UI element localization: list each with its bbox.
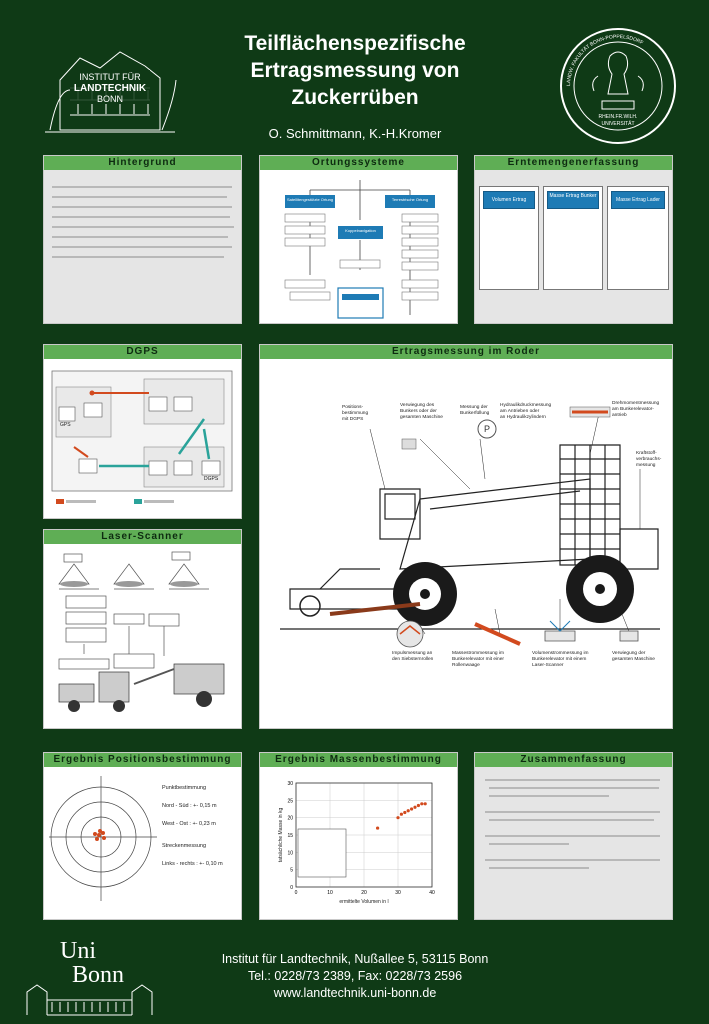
scatter-point xyxy=(400,813,403,816)
svg-text:UNIVERSITÄT: UNIVERSITÄT xyxy=(601,121,635,127)
authors: O. Schmittmann, K.-H.Kromer xyxy=(268,126,442,141)
institute-logo xyxy=(40,40,180,135)
y-axis-label: tatsächliche Masse in kg xyxy=(278,807,284,863)
panel-hintergrund xyxy=(43,155,242,324)
panel-header: Zusammenfassung xyxy=(475,753,672,767)
svg-text:Bonn: Bonn xyxy=(72,962,125,988)
dgps-label: GPS xyxy=(60,422,71,428)
x-tick-label: 20 xyxy=(361,890,367,896)
panel-header: Ortungssysteme xyxy=(260,156,457,170)
erntemenge-column xyxy=(607,186,669,290)
position-text-wo: West - Ost : +- 0,23 m xyxy=(162,821,216,827)
y-tick-label: 30 xyxy=(287,781,293,787)
panel-laser-scanner xyxy=(43,529,242,729)
ortung-box-label: Koppelnavigation xyxy=(345,228,376,233)
y-tick-label: 0 xyxy=(290,885,293,891)
x-tick-label: 10 xyxy=(327,890,333,896)
panel-roder xyxy=(259,344,673,729)
scatter-point xyxy=(403,811,406,814)
label-impuls: Impulsmessung an den Siebsternrollen xyxy=(392,651,434,662)
position-text-lr: Links - rechts : +- 0,10 m xyxy=(162,861,223,867)
position-text-punkt: Punktbestimmung xyxy=(162,785,207,791)
scatter-point xyxy=(410,807,413,810)
y-tick-label: 10 xyxy=(287,850,293,857)
x-axis-label: ermittelte Volumen in l xyxy=(339,899,389,905)
erntemenge-box-label: Masse Ertrag Bunker xyxy=(547,191,599,209)
x-tick-label: 30 xyxy=(395,890,401,896)
scatter-point xyxy=(407,809,410,812)
label-positionsbestimmung: Positions- bestimmung mit DGPS xyxy=(342,405,369,422)
label-bunkerfuellung: Messung der Bunkerfüllung xyxy=(460,405,490,416)
panel-ortungssysteme xyxy=(259,155,458,324)
label-verwiegung-maschine: Verwiegung der gesamten Maschine xyxy=(612,651,655,662)
footer-address: Institut für Landtechnik, Nußallee 5, 53115 Bonn xyxy=(221,952,489,966)
erntemenge-box-label: Volumen Ertrag xyxy=(483,191,535,209)
panel-positionsbestimmung xyxy=(43,752,242,920)
panel-header: Hintergrund xyxy=(44,156,241,170)
svg-text:P: P xyxy=(483,424,491,434)
footer-phone: Tel.: 0228/73 2389, Fax: 0228/73 2596 xyxy=(247,969,463,983)
position-text-ns: Nord - Süd : +- 0,15 m xyxy=(162,803,217,809)
scatter-point xyxy=(376,826,379,829)
svg-text:LANDTECHNIK: LANDTECHNIK xyxy=(73,83,147,94)
panel-header: DGPS xyxy=(44,345,241,359)
label-drehmoment: Drehmomentmessung am Bunkerelevator- antrieb xyxy=(612,401,660,418)
erntemenge-column xyxy=(543,186,603,290)
panel-dgps xyxy=(43,344,242,519)
panel-zusammenfassung xyxy=(474,752,673,920)
y-tick-label: 20 xyxy=(287,815,293,822)
footer-url[interactable]: www.landtechnik.uni-bonn.de xyxy=(273,986,437,1000)
panel-header: Ergebnis Positionsbestimmung xyxy=(44,753,241,767)
y-tick-label: 25 xyxy=(287,798,293,805)
label-massestrom: Massestrommessung im Bunkerelevator mit einer Rollenwaage xyxy=(452,651,504,668)
panel-header: Ergebnis Massenbestimmung xyxy=(260,753,457,767)
svg-text:INSTITUT FÜR: INSTITUT FÜR xyxy=(79,72,141,82)
label-verwiegung-bunker: Verwiegung des Bunkers oder der gesamten Maschine xyxy=(400,403,443,420)
svg-text:BONN: BONN xyxy=(96,94,124,104)
x-tick-label: 0 xyxy=(294,890,298,896)
panel-massenbestimmung xyxy=(259,752,458,920)
panel-header: Erntemengenerfassung xyxy=(475,156,672,170)
label-kraftstoff: Kraftstoff- verbrauchs- messung xyxy=(636,451,662,468)
footer-contact xyxy=(160,951,550,1002)
panel-header: Ertragsmessung im Roder xyxy=(260,345,672,359)
uni-bonn-logo xyxy=(22,930,157,1018)
label-hydraulikdruck: Hydraulikdruckmessung am Antrieben oder an Hydraulikzylindern xyxy=(500,403,552,420)
scatter-point xyxy=(424,802,427,805)
mass-scatter-chart xyxy=(260,767,457,919)
erntemenge-box-label: Masse Ertrag Lader xyxy=(611,191,665,209)
svg-text:Uni: Uni xyxy=(60,938,96,964)
panel-header: Laser-Scanner xyxy=(44,530,241,544)
panel-erntemengenerfassung xyxy=(474,155,673,324)
y-tick-label: 5 xyxy=(290,867,293,874)
scatter-point xyxy=(413,806,416,809)
poster-title: Teilflächenspezifische Ertragsmessung von Zuckerrüben xyxy=(244,32,466,109)
ortung-box-label: Satellitengestützte Ortung xyxy=(286,197,334,202)
svg-text:LANDW. FAKULTÄT BONN-POPPELSDO: LANDW. FAKULTÄT BONN-POPPELSDORF xyxy=(565,33,645,87)
scatter-point xyxy=(417,804,420,807)
svg-text:RHEIN.FR.WILH.: RHEIN.FR.WILH. xyxy=(598,114,638,120)
label-volumenstrom: Volumenstrommessung im Bunkerelevator mit einem Laser-Scanner xyxy=(532,651,589,668)
erntemenge-column xyxy=(479,186,539,290)
y-tick-label: 15 xyxy=(287,833,293,839)
scatter-point xyxy=(420,802,423,805)
scatter-point xyxy=(396,816,399,819)
dgps-label: DGPS xyxy=(204,476,219,482)
university-seal xyxy=(558,26,678,146)
x-tick-label: 40 xyxy=(429,890,435,896)
position-text-strecke: Streckenmessung xyxy=(162,843,207,849)
ortung-box-label: Terrestrische Ortung xyxy=(391,197,429,202)
